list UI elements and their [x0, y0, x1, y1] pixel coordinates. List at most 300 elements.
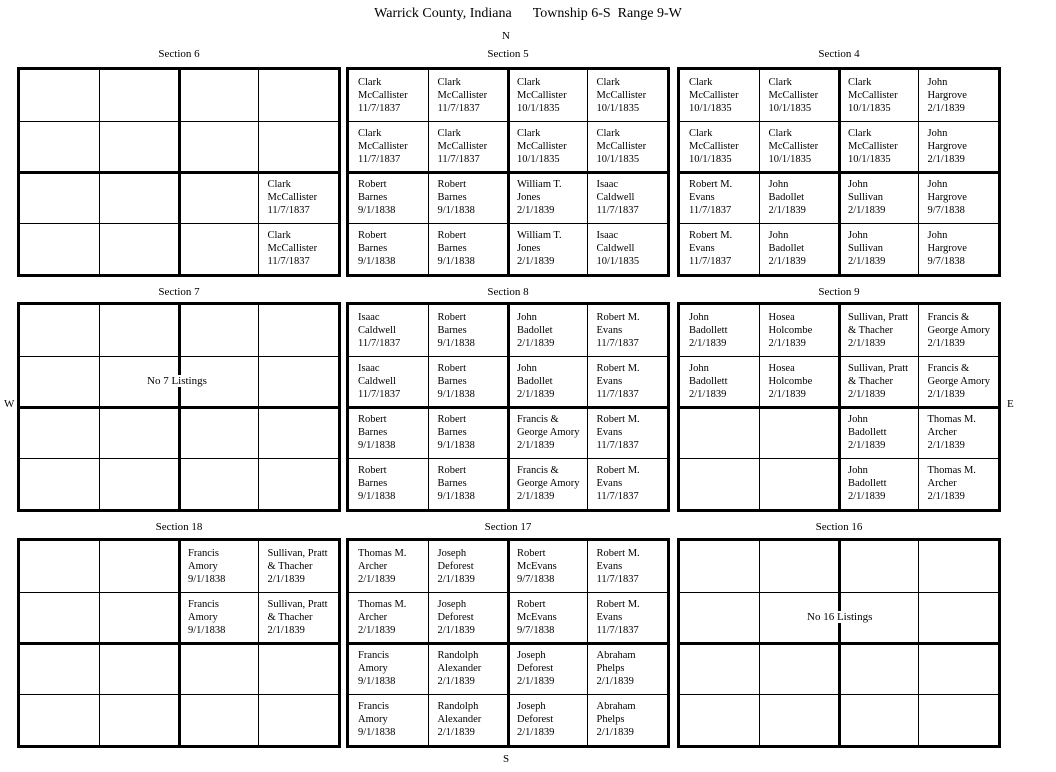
owner-name: Caldwell — [596, 192, 635, 203]
owner-name: Clark — [437, 77, 461, 88]
owner-name: Joseph — [517, 701, 546, 712]
land-parcel — [589, 694, 667, 745]
land-parcel — [681, 223, 759, 274]
owner-name: Francis & — [517, 414, 559, 425]
patent-date: 11/7/1837 — [267, 256, 310, 267]
patent-date: 2/1/1839 — [848, 440, 886, 451]
owner-name: Clark — [267, 179, 291, 190]
land-parcel — [350, 356, 428, 407]
section-6 — [17, 67, 341, 277]
patent-date: 11/7/1837 — [596, 205, 639, 216]
owner-name: Clark — [267, 230, 291, 241]
owner-name: William T. — [517, 230, 562, 241]
owner-name: Clark — [848, 77, 872, 88]
owner-name: McCallister — [596, 90, 647, 101]
patent-date: 11/7/1837 — [689, 205, 732, 216]
patent-date: 9/1/1838 — [437, 389, 475, 400]
owner-name: Barnes — [358, 427, 388, 438]
owner-name: Badollett — [848, 478, 887, 489]
land-parcel — [589, 458, 667, 509]
land-parcel — [589, 407, 667, 458]
patent-date: 2/1/1839 — [927, 103, 965, 114]
owner-name: Phelps — [596, 663, 625, 674]
patent-date: 11/7/1837 — [358, 338, 401, 349]
section-label: Section 18 — [155, 521, 203, 533]
compass-east: E — [1007, 398, 1014, 410]
owner-name: Barnes — [437, 478, 467, 489]
owner-name: Barnes — [358, 243, 388, 254]
owner-name: Barnes — [437, 192, 467, 203]
patent-date: 11/7/1837 — [358, 389, 401, 400]
patent-date: 10/1/1835 — [768, 103, 812, 114]
land-parcel — [509, 541, 587, 592]
owner-name: Amory — [358, 663, 388, 674]
patent-date: 9/1/1838 — [437, 338, 475, 349]
owner-name: Caldwell — [358, 376, 396, 387]
patent-date: 11/7/1837 — [437, 154, 480, 165]
land-parcel — [840, 458, 918, 509]
patent-date: 10/1/1835 — [596, 154, 640, 165]
land-parcel — [761, 356, 839, 407]
patent-date: 11/7/1837 — [596, 574, 639, 585]
owner-name: Archer — [358, 612, 388, 623]
section-7 — [17, 302, 341, 512]
owner-name: George Amory — [927, 325, 991, 336]
owner-name: Robert M. — [596, 414, 640, 425]
owner-name: Holcombe — [768, 325, 813, 336]
owner-name: Robert — [358, 414, 387, 425]
owner-name: Amory — [188, 612, 218, 623]
land-parcel — [509, 223, 587, 274]
section-label: Section 9 — [818, 286, 860, 298]
land-parcel — [260, 592, 338, 643]
patent-date: 2/1/1839 — [768, 256, 806, 267]
patent-date: 2/1/1839 — [517, 440, 555, 451]
owner-name: John — [848, 465, 868, 476]
patent-date: 2/1/1839 — [768, 389, 806, 400]
patent-date: 2/1/1839 — [848, 256, 886, 267]
owner-name: Robert M. — [596, 363, 640, 374]
patent-date: 11/7/1837 — [358, 154, 401, 165]
land-parcel — [509, 305, 587, 356]
section-label: Section 7 — [158, 286, 200, 298]
land-parcel — [350, 305, 428, 356]
section-label: Section 8 — [487, 286, 529, 298]
land-parcel — [920, 458, 998, 509]
owner-name: Francis & — [927, 363, 970, 374]
owner-name: Amory — [358, 714, 388, 725]
land-parcel — [920, 407, 998, 458]
owner-name: Sullivan, Pratt — [267, 548, 328, 559]
land-parcel — [430, 407, 508, 458]
owner-name: Clark — [358, 128, 382, 139]
land-parcel — [589, 121, 667, 172]
land-parcel — [430, 458, 508, 509]
owner-name: Caldwell — [596, 243, 635, 254]
owner-name: Robert M. — [689, 179, 733, 190]
land-parcel — [589, 592, 667, 643]
owner-name: Deforest — [517, 714, 554, 725]
owner-name: McCallister — [358, 141, 408, 152]
owner-name: & Thacher — [848, 325, 893, 336]
owner-name: John — [768, 179, 789, 190]
patent-date: 2/1/1839 — [437, 727, 475, 738]
owner-name: Hosea — [768, 363, 795, 374]
owner-name: George Amory — [927, 376, 991, 387]
land-parcel — [509, 172, 587, 223]
owner-name: Alexander — [437, 714, 482, 725]
owner-name: Hargrove — [927, 141, 967, 152]
owner-name: Evans — [596, 325, 623, 336]
owner-name: Hosea — [768, 312, 795, 323]
owner-name: John — [517, 363, 537, 374]
section-label: Section 17 — [484, 521, 532, 533]
patent-date: 2/1/1839 — [596, 676, 634, 687]
land-parcel — [920, 172, 998, 223]
land-parcel — [350, 223, 428, 274]
land-parcel — [681, 70, 759, 121]
owner-name: Barnes — [437, 243, 467, 254]
patent-date: 2/1/1839 — [517, 338, 555, 349]
owner-name: Evans — [596, 427, 623, 438]
owner-name: Francis & — [927, 312, 970, 323]
section-9 — [677, 302, 1001, 512]
patent-date: 10/1/1835 — [689, 154, 732, 165]
owner-name: Randolph — [437, 701, 479, 712]
owner-name: Robert — [517, 599, 546, 610]
owner-name: Clark — [358, 77, 382, 88]
owner-name: Hargrove — [927, 192, 967, 203]
owner-name: McCallister — [437, 141, 488, 152]
owner-name: Evans — [596, 561, 623, 572]
land-parcel — [509, 694, 587, 745]
owner-name: Badollett — [689, 376, 728, 387]
owner-name: Clark — [596, 77, 620, 88]
compass-north: N — [502, 30, 510, 42]
patent-date: 9/1/1838 — [437, 440, 475, 451]
owner-name: & Thacher — [267, 612, 313, 623]
land-parcel — [509, 643, 587, 694]
patent-date: 2/1/1839 — [848, 338, 886, 349]
land-parcel — [920, 121, 998, 172]
owner-name: Clark — [517, 128, 541, 139]
owner-name: McCallister — [517, 90, 567, 101]
township-range: Township 6-S Range 9-W — [532, 6, 682, 21]
owner-name: Robert M. — [596, 599, 640, 610]
owner-name: Archer — [927, 478, 957, 489]
patent-date: 2/1/1839 — [848, 389, 886, 400]
patent-date: 9/1/1838 — [437, 491, 475, 502]
owner-name: John — [927, 128, 948, 139]
owner-name: Francis — [188, 548, 219, 559]
patent-date: 11/7/1837 — [267, 205, 310, 216]
owner-name: Amory — [188, 561, 218, 572]
owner-name: & Thacher — [267, 561, 313, 572]
owner-name: Robert — [437, 363, 467, 374]
owner-name: George Amory — [517, 478, 580, 489]
patent-date: 2/1/1839 — [517, 676, 555, 687]
land-parcel — [509, 70, 587, 121]
land-parcel — [840, 223, 918, 274]
owner-name: Badollet — [768, 192, 805, 203]
land-parcel — [509, 592, 587, 643]
patent-date: 10/1/1835 — [517, 154, 560, 165]
owner-name: McCallister — [267, 192, 318, 203]
land-parcel — [681, 356, 759, 407]
owner-name: Deforest — [437, 612, 474, 623]
owner-name: Sullivan — [848, 192, 884, 203]
owner-name: Badollet — [517, 325, 553, 336]
owner-name: McCallister — [848, 141, 898, 152]
land-parcel — [920, 223, 998, 274]
owner-name: John — [927, 77, 948, 88]
owner-name: John — [927, 179, 948, 190]
owner-name: Barnes — [437, 427, 467, 438]
land-parcel — [430, 592, 508, 643]
patent-date: 10/1/1835 — [848, 103, 891, 114]
owner-name: Sullivan, Pratt — [267, 599, 328, 610]
patent-date: 11/7/1837 — [689, 256, 732, 267]
owner-name: Badollet — [517, 376, 553, 387]
owner-name: Robert — [437, 230, 467, 241]
owner-name: Isaac — [358, 312, 380, 323]
owner-name: Francis — [188, 599, 219, 610]
owner-name: Caldwell — [358, 325, 396, 336]
owner-name: McCallister — [358, 90, 408, 101]
owner-name: Robert — [358, 230, 387, 241]
section-8 — [346, 302, 670, 512]
owner-name: Thomas M. — [927, 414, 976, 425]
owner-name: Joseph — [517, 650, 546, 661]
section-label: Section 4 — [818, 48, 860, 60]
patent-date: 9/1/1838 — [358, 491, 396, 502]
owner-name: Holcombe — [768, 376, 813, 387]
owner-name: Isaac — [358, 363, 380, 374]
patent-date: 11/7/1837 — [596, 625, 639, 636]
land-parcel — [260, 541, 338, 592]
patent-date: 9/1/1838 — [358, 205, 396, 216]
owner-name: Evans — [596, 376, 623, 387]
compass-south: S — [503, 753, 510, 765]
patent-date: 9/7/1838 — [927, 205, 965, 216]
patent-date: 9/1/1838 — [358, 727, 396, 738]
patent-date: 2/1/1839 — [517, 389, 555, 400]
patent-date: 10/1/1835 — [596, 256, 640, 267]
land-parcel — [350, 541, 428, 592]
patent-date: 2/1/1839 — [517, 256, 555, 267]
quarter-divider-horizontal — [680, 642, 998, 645]
patent-date: 10/1/1835 — [689, 103, 732, 114]
owner-name: John — [927, 230, 948, 241]
owner-name: Thomas M. — [927, 465, 976, 476]
owner-name: Robert — [437, 179, 467, 190]
section-16 — [677, 538, 1001, 748]
patent-date: 9/1/1838 — [437, 256, 475, 267]
owner-name: McCallister — [689, 90, 739, 101]
grid-line-horizontal — [20, 694, 338, 695]
owner-name: Jones — [517, 243, 541, 254]
owner-name: George Amory — [517, 427, 580, 438]
patent-date: 2/1/1839 — [517, 727, 555, 738]
patent-date: 11/7/1837 — [358, 103, 401, 114]
patent-date: 2/1/1839 — [689, 338, 727, 349]
owner-name: McCallister — [596, 141, 647, 152]
owner-name: Clark — [596, 128, 620, 139]
patent-date: 2/1/1839 — [848, 491, 886, 502]
grid-line-horizontal — [680, 694, 998, 695]
county-title: Warrick County, Indiana — [374, 6, 512, 21]
patent-date: 2/1/1839 — [267, 574, 305, 585]
owner-name: Barnes — [437, 376, 467, 387]
patent-date: 9/1/1838 — [188, 625, 226, 636]
patent-date: 9/7/1838 — [517, 574, 555, 585]
owner-name: Sullivan, Pratt — [848, 363, 909, 374]
land-parcel — [761, 172, 839, 223]
land-parcel — [840, 172, 918, 223]
owner-name: Badollet — [768, 243, 805, 254]
owner-name: John — [848, 230, 868, 241]
section-label: Section 5 — [487, 48, 529, 60]
section-label: Section 16 — [815, 521, 863, 533]
owner-name: John — [517, 312, 537, 323]
owner-name: John — [768, 230, 789, 241]
section-5 — [346, 67, 670, 277]
section-17 — [346, 538, 670, 748]
owner-name: Randolph — [437, 650, 479, 661]
section-18 — [17, 538, 341, 748]
owner-name: Robert M. — [689, 230, 733, 241]
owner-name: McCallister — [517, 141, 567, 152]
owner-name: Francis — [358, 650, 389, 661]
patent-date: 2/1/1839 — [517, 205, 555, 216]
no-listings-note: No 7 Listings — [147, 374, 207, 387]
land-parcel — [920, 305, 998, 356]
land-parcel — [840, 305, 918, 356]
owner-name: Clark — [689, 128, 713, 139]
owner-name: Deforest — [517, 663, 554, 674]
map-title — [0, 6, 1056, 22]
owner-name: McCallister — [689, 141, 739, 152]
land-parcel — [430, 121, 508, 172]
land-parcel — [509, 407, 587, 458]
section-label: Section 6 — [158, 48, 200, 60]
patent-date: 2/1/1839 — [358, 574, 396, 585]
land-parcel — [761, 223, 839, 274]
patent-date: 9/7/1838 — [927, 256, 965, 267]
land-parcel — [260, 172, 338, 223]
land-parcel — [430, 223, 508, 274]
owner-name: Sullivan — [848, 243, 884, 254]
owner-name: Deforest — [437, 561, 474, 572]
land-parcel — [260, 223, 338, 274]
patent-date: 9/1/1838 — [188, 574, 226, 585]
patent-date: 2/1/1839 — [927, 338, 965, 349]
land-parcel — [589, 643, 667, 694]
land-parcel — [681, 305, 759, 356]
land-parcel — [920, 356, 998, 407]
owner-name: John — [689, 363, 709, 374]
owner-name: Phelps — [596, 714, 625, 725]
compass-west: W — [4, 398, 15, 410]
patent-date: 2/1/1839 — [927, 389, 965, 400]
land-parcel — [840, 356, 918, 407]
quarter-divider-horizontal — [20, 406, 338, 409]
patent-date: 9/1/1838 — [358, 676, 396, 687]
land-parcel — [761, 305, 839, 356]
owner-name: Evans — [596, 612, 623, 623]
owner-name: Archer — [358, 561, 388, 572]
patent-date: 2/1/1839 — [768, 338, 806, 349]
owner-name: Jones — [517, 192, 541, 203]
land-parcel — [350, 643, 428, 694]
land-parcel — [350, 121, 428, 172]
patent-date: 2/1/1839 — [689, 389, 727, 400]
owner-name: Robert — [437, 312, 467, 323]
owner-name: Joseph — [437, 599, 467, 610]
owner-name: Clark — [768, 128, 792, 139]
owner-name: Francis — [358, 701, 389, 712]
owner-name: Robert M. — [596, 312, 640, 323]
owner-name: Isaac — [596, 179, 619, 190]
owner-name: William T. — [517, 179, 562, 190]
owner-name: Francis & — [517, 465, 559, 476]
patent-date: 10/1/1835 — [768, 154, 812, 165]
owner-name: Robert — [358, 179, 387, 190]
patent-date: 2/1/1839 — [596, 727, 634, 738]
owner-name: McCallister — [768, 90, 819, 101]
patent-date: 2/1/1839 — [267, 625, 305, 636]
owner-name: Barnes — [437, 325, 467, 336]
owner-name: Clark — [689, 77, 713, 88]
land-parcel — [589, 223, 667, 274]
owner-name: John — [848, 179, 868, 190]
patent-date: 9/1/1838 — [437, 205, 475, 216]
owner-name: Evans — [689, 243, 715, 254]
owner-name: Robert — [437, 465, 467, 476]
land-parcel — [589, 356, 667, 407]
patent-date: 9/1/1838 — [358, 256, 396, 267]
no-listings-note: No 16 Listings — [807, 610, 873, 623]
land-parcel — [350, 458, 428, 509]
owner-name: Thomas M. — [358, 599, 407, 610]
owner-name: & Thacher — [848, 376, 893, 387]
grid-line-vertical — [918, 541, 919, 745]
land-parcel — [430, 643, 508, 694]
land-parcel — [509, 121, 587, 172]
patent-date: 2/1/1839 — [927, 154, 965, 165]
patent-date: 10/1/1835 — [596, 103, 640, 114]
patent-date: 9/1/1838 — [358, 440, 396, 451]
owner-name: McCallister — [437, 90, 488, 101]
land-parcel — [180, 592, 258, 643]
land-parcel — [840, 407, 918, 458]
patent-date: 11/7/1837 — [596, 338, 639, 349]
owner-name: John — [848, 414, 868, 425]
land-parcel — [920, 70, 998, 121]
land-parcel — [681, 172, 759, 223]
patent-date: 2/1/1839 — [437, 574, 475, 585]
patent-date: 9/7/1838 — [517, 625, 555, 636]
owner-name: McEvans — [517, 612, 557, 623]
land-parcel — [840, 70, 918, 121]
patent-date: 2/1/1839 — [927, 491, 965, 502]
land-parcel — [430, 70, 508, 121]
owner-name: Robert M. — [596, 465, 640, 476]
grid-line-vertical — [258, 305, 259, 509]
owner-name: Badollett — [689, 325, 728, 336]
owner-name: Hargrove — [927, 243, 967, 254]
land-parcel — [589, 70, 667, 121]
